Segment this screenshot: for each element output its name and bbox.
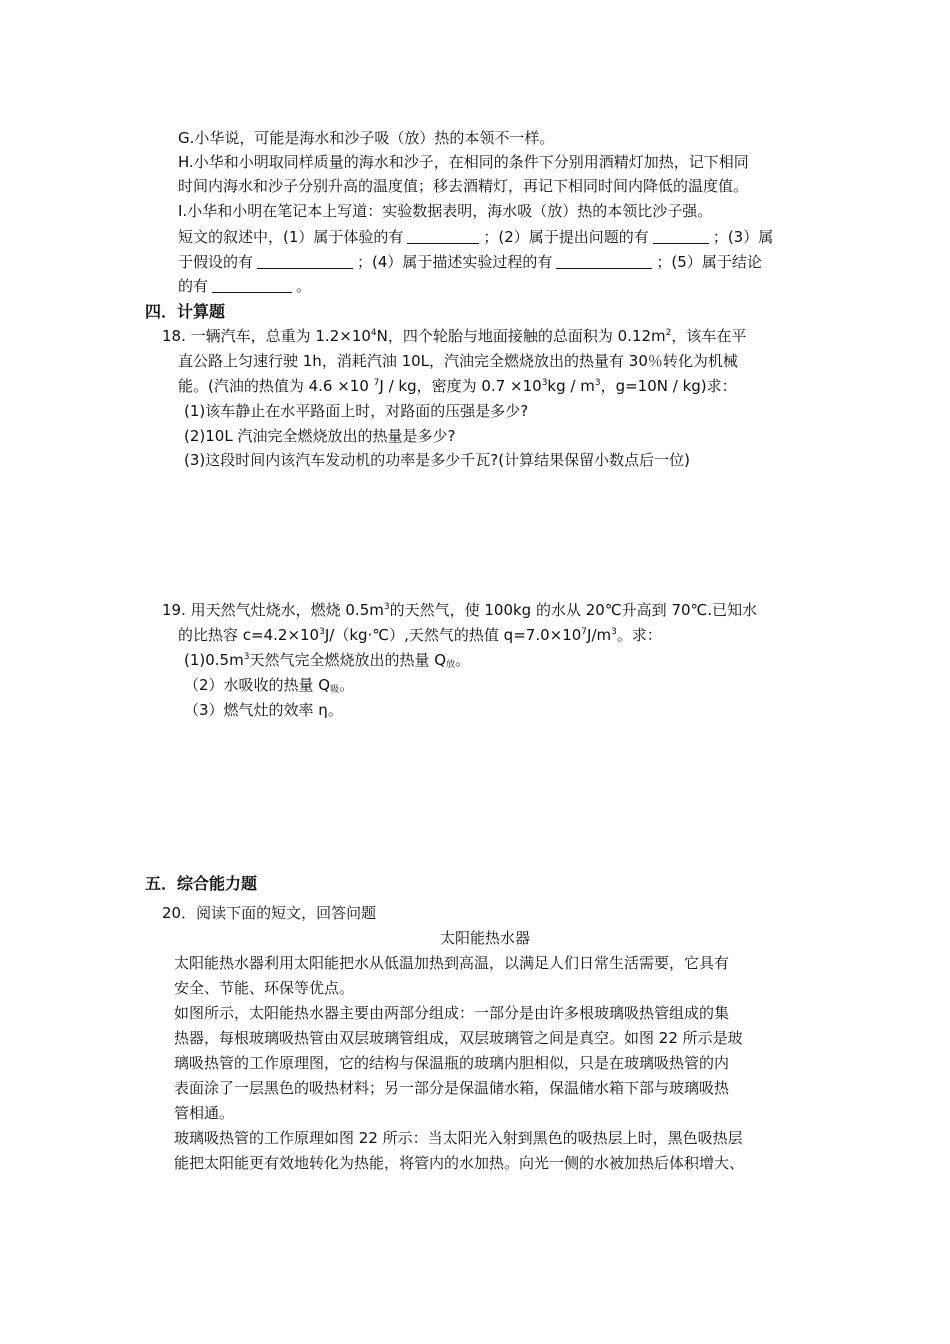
q19-text: 天然气完全燃烧放出的热量 Q: [249, 651, 447, 669]
q19-line1: [162, 598, 757, 622]
item-g: G.小华说，可能是海水和沙子吸（放）热的本领不一样。: [178, 129, 555, 147]
q18-text: 18. 一辆汽车，总重为 1.2×10: [162, 327, 371, 345]
q19-sub1: [184, 648, 470, 672]
q19-exponent: 3: [319, 627, 325, 637]
q18-text: ，g=10N / kg)求：: [600, 377, 737, 395]
question-text-a: 短文的叙述中，(1）属于体验的有: [178, 228, 404, 246]
question-text-e: ；(4）属于描述实验过程的有: [357, 253, 553, 271]
article-p2-line1: 如图所示，太阳能热水器主要由两部分组成：一部分是由许多根玻璃吸热管组成的集: [174, 1004, 730, 1022]
q19-exponent: 3: [611, 627, 617, 637]
q18-exponent: 7: [373, 378, 380, 388]
item-h-line2: 时间内海水和沙子分别升高的温度值；移去酒精灯，再记下相同时间内降低的温度值。: [178, 177, 749, 195]
article-p3-line2: 能把太阳能更有效地转化为热能，将管内的水加热。向光一侧的水被加热后体积增大、: [174, 1154, 745, 1172]
q18-line2: 直公路上匀速行驶 1h，消耗汽油 10L，汽油完全燃烧放出的热量有 30％转化为机械: [178, 352, 738, 370]
q18-text: J / kg，密度为 0.7 ×10: [379, 377, 542, 395]
article-title: 太阳能热水器: [439, 929, 530, 947]
answer-blank-3[interactable]: [257, 252, 353, 269]
question-text-d: 于假设的有: [178, 253, 254, 271]
answer-blank-2[interactable]: [653, 227, 709, 244]
q18-sub1: (1)该车静止在水平路面上时，对路面的压强是多少?: [184, 402, 529, 420]
q19-text: J/（kg·℃）,天然气的热值 q=7.0×10: [324, 626, 582, 644]
section-5-heading: 五．综合能力题: [145, 874, 258, 893]
q19-text: 的天然气，使 100kg 的水从 20℃升高到 70℃.已知水: [389, 601, 758, 619]
q19-text: (1)0.5m: [184, 651, 244, 669]
q19-exponent: 7: [581, 627, 588, 637]
q20-intro: 20．阅读下面的短文，回答问题: [162, 904, 377, 922]
article-p1-line2: 安全、节能、环保等优点。: [174, 979, 355, 997]
q19-sub3: （3）燃气灶的效率 η。: [184, 701, 343, 719]
q18-exponent: 3: [541, 378, 548, 388]
item-i: I.小华和小明在笔记本上写道：实验数据表明，海水吸（放）热的本领比沙子强。: [178, 202, 713, 220]
q19-subscript: 吸: [330, 685, 340, 695]
q19-text: 。: [455, 651, 471, 669]
q18-text: ，该车在平: [671, 327, 747, 345]
question-line2: [178, 250, 762, 274]
question-text-c: ；(3）属: [712, 228, 774, 246]
q19-sub2: [184, 673, 354, 697]
article-p2-line4: 表面涂了一层黑色的吸热材料；另一部分是保温储水箱，保温储水箱下部与玻璃吸热: [174, 1079, 730, 1097]
q18-line3: [178, 374, 737, 398]
question-text-b: ；(2）属于提出问题的有: [483, 228, 649, 246]
q18-sub2: (2)10L 汽油完全燃烧放出的热量是多少?: [184, 427, 456, 445]
answer-blank-1[interactable]: [407, 227, 479, 244]
q19-text: 的比热容 c=4.2×10: [178, 626, 320, 644]
q19-text: 。求：: [616, 626, 662, 644]
question-text-h: 。: [296, 277, 312, 295]
q18-exponent: 4: [370, 328, 377, 338]
question-line3: [178, 274, 311, 298]
q18-exponent: 2: [665, 328, 672, 338]
article-p2-line2: 热器，每根玻璃吸热管由双层玻璃管组成，双层玻璃管之间是真空。如图 22 所示是玻: [174, 1029, 743, 1047]
q18-sub3: (3)这段时间内该汽车发动机的功率是多少千瓦?(计算结果保留小数点后一位): [184, 451, 690, 469]
q18-text: N，四个轮胎与地面接触的总面积为 0.12m: [376, 327, 666, 345]
question-text-f: ；(5）属于结论: [656, 253, 762, 271]
article-p3-line1: 玻璃吸热管的工作原理如图 22 所示：当太阳光入射到黑色的吸热层上时，黑色吸热层: [174, 1129, 743, 1147]
q18-exponent: 3: [594, 378, 601, 388]
section-4-heading: 四．计算题: [145, 302, 226, 321]
q19-text: 。: [339, 676, 355, 694]
item-h-line1: H.小华和小明取同样质量的海水和沙子，在相同的条件下分别用酒精灯加热，记下相同: [178, 153, 749, 171]
q19-line2: [178, 623, 662, 647]
article-p2-line3: 璃吸热管的工作原理图，它的结构与保温瓶的玻璃内胆相似，只是在玻璃吸热管的内: [174, 1054, 730, 1072]
answer-blank-5[interactable]: [212, 276, 292, 293]
article-p1-line1: 太阳能热水器利用太阳能把水从低温加热到高温，以满足人们日常生活需要，它具有: [174, 954, 730, 972]
q18-text: kg / m: [547, 377, 595, 395]
q19-text: J/m: [587, 626, 612, 644]
q18-line1: [162, 324, 746, 348]
q19-exponent: 3: [243, 652, 250, 662]
article-p2-line5: 管相通。: [174, 1104, 235, 1122]
question-line1: [178, 225, 773, 249]
q19-subscript: 放: [446, 660, 456, 670]
q19-text: （2）水吸收的热量 Q: [184, 676, 331, 694]
answer-blank-4[interactable]: [556, 252, 652, 269]
question-text-g: 的有: [178, 277, 209, 295]
q19-text: 19. 用天然气灶烧水，燃烧 0.5m: [162, 601, 384, 619]
q18-text: 能。(汽油的热值为 4.6 ×10: [178, 377, 374, 395]
q19-exponent: 3: [383, 602, 390, 612]
